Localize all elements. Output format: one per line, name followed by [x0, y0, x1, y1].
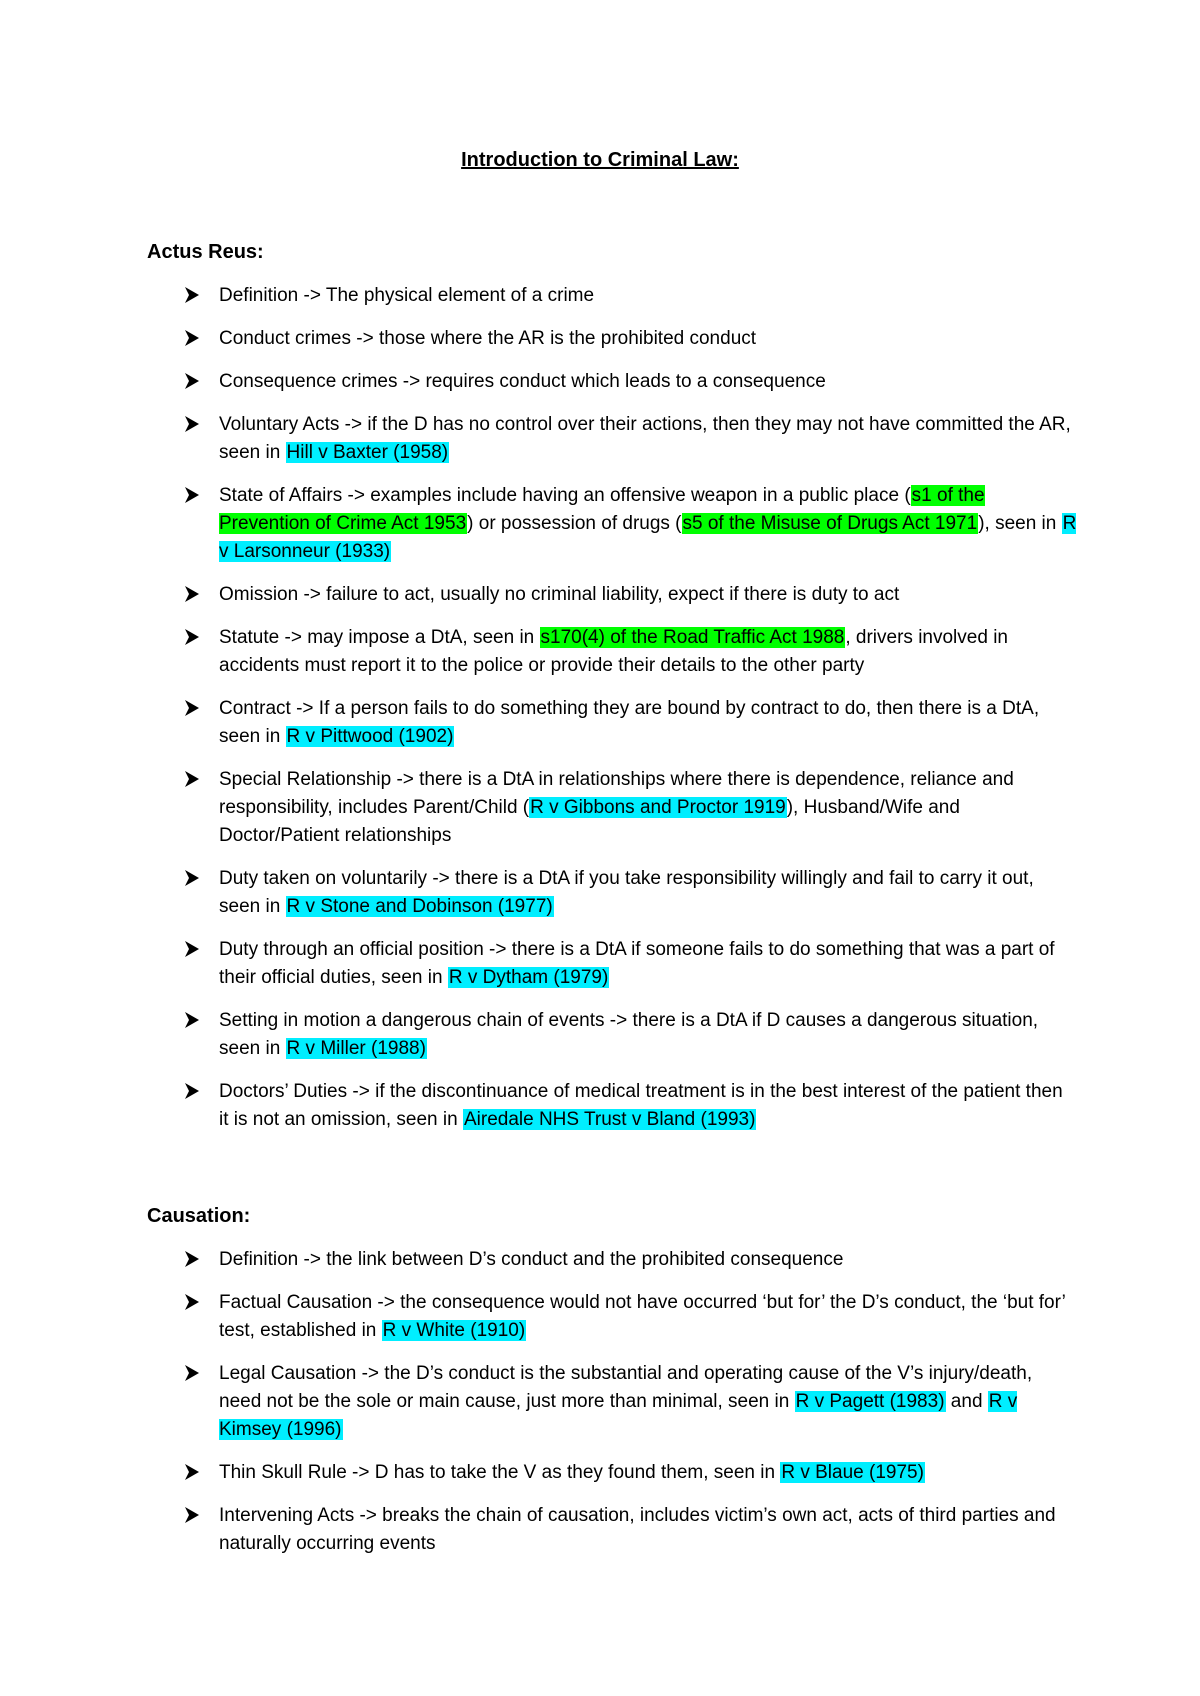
bullet-item — [147, 936, 1077, 992]
bullet-text: Duty taken on voluntarily -> there is a DtA if you take responsibility willingly and fail to carry it out, seen in — [219, 868, 1034, 917]
bullet-text: Intervening Acts -> breaks the chain of causation, includes victim’s own act, acts of third parties and naturally occurring events — [219, 1505, 1056, 1554]
section-heading-actus-reus: Actus Reus: — [147, 241, 264, 263]
arrowhead-bullet-icon — [184, 939, 200, 959]
bullet-text: Omission -> failure to act, usually no criminal liability, expect if there is duty to act — [219, 584, 900, 605]
case-citation: R v Gibbons and Proctor 1919 — [530, 797, 786, 818]
arrowhead-bullet-icon — [184, 698, 200, 718]
bullet-text: Consequence crimes -> requires conduct which leads to a consequence — [219, 371, 826, 392]
bullet-text: Legal Causation -> the D’s conduct is the substantial and operating cause of the V’s injury/death, need not be the sole or main cause, just more than minimal, seen in — [219, 1363, 1033, 1412]
bullet-item — [147, 282, 1077, 310]
case-citation: R v Pittwood (1902) — [286, 726, 454, 747]
arrowhead-bullet-icon — [184, 1249, 200, 1269]
bullet-item — [147, 581, 1077, 609]
bullet-text: Voluntary Acts -> if the D has no control over their actions, then they may not have committed the AR, seen in — [219, 414, 1071, 463]
bullet-text: and — [945, 1391, 988, 1412]
arrowhead-bullet-icon — [184, 485, 200, 505]
bullet-text: Doctors’ Duties -> if the discontinuance of medical treatment is in the best interest of the patient then it is not an omission, seen in — [219, 1081, 1063, 1130]
bullet-text: Special Relationship -> there is a DtA in relationships where there is dependence, reliance and responsibility, includes Parent/Child ( — [219, 769, 1014, 818]
page-title: Introduction to Criminal Law: — [461, 149, 739, 171]
causation-bullet-list — [147, 1246, 1077, 1573]
bullet-item — [147, 695, 1077, 751]
bullet-text: ), Husband/Wife and Doctor/Patient relationships — [219, 797, 960, 846]
bullet-text: Conduct crimes -> those where the AR is the prohibited conduct — [219, 328, 757, 349]
case-citation: R v White (1910) — [382, 1320, 526, 1341]
arrowhead-bullet-icon — [184, 328, 200, 348]
bullet-item — [147, 411, 1077, 467]
arrowhead-bullet-icon — [184, 1010, 200, 1030]
case-citation: R v Miller (1988) — [286, 1038, 426, 1059]
bullet-item — [147, 1289, 1077, 1345]
arrowhead-bullet-icon — [184, 414, 200, 434]
case-citation: R v Blaue (1975) — [781, 1462, 924, 1483]
bullet-text: ) or possession of drugs ( — [467, 513, 682, 534]
case-citation: R v Pagett (1983) — [795, 1391, 945, 1412]
bullet-text: Factual Causation -> the consequence would not have occurred ‘but for’ the D’s conduct, the ‘but for’ test, established in — [219, 1292, 1066, 1341]
bullet-item — [147, 1502, 1077, 1558]
bullet-item — [147, 1007, 1077, 1063]
bullet-item — [147, 624, 1077, 680]
arrowhead-bullet-icon — [184, 1081, 200, 1101]
bullet-item — [147, 766, 1077, 850]
bullet-item — [147, 1246, 1077, 1274]
bullet-item — [147, 1078, 1077, 1134]
section-heading-causation: Causation: — [147, 1205, 251, 1227]
bullet-text: State of Affairs -> examples include having an offensive weapon in a public place ( — [219, 485, 911, 506]
bullet-text: Definition -> The physical element of a crime — [219, 285, 595, 306]
bullet-item — [147, 1360, 1077, 1444]
case-citation: R v Larsonneur (1933) — [219, 513, 1077, 562]
arrowhead-bullet-icon — [184, 1292, 200, 1312]
bullet-text: Duty through an official position -> there is a DtA if someone fails to do something that was a part of their official duties, seen in — [219, 939, 1055, 988]
bullet-item — [147, 482, 1077, 566]
case-citation: Airedale NHS Trust v Bland (1993) — [463, 1109, 756, 1130]
statute-citation: s5 of the Misuse of Drugs Act 1971 — [682, 513, 978, 534]
case-citation: R v Stone and Dobinson (1977) — [286, 896, 553, 917]
bullet-text: ), seen in — [978, 513, 1062, 534]
arrowhead-bullet-icon — [184, 1363, 200, 1383]
arrowhead-bullet-icon — [184, 868, 200, 888]
arrowhead-bullet-icon — [184, 769, 200, 789]
bullet-text: Setting in motion a dangerous chain of events -> there is a DtA if D causes a dangerous situation, seen in — [219, 1010, 1039, 1059]
bullet-item — [147, 865, 1077, 921]
bullet-text: Statute -> may impose a DtA, seen in — [219, 627, 540, 648]
bullet-text: Thin Skull Rule -> D has to take the V as they found them, seen in — [219, 1462, 781, 1483]
case-citation: R v Dytham (1979) — [448, 967, 609, 988]
arrowhead-bullet-icon — [184, 1505, 200, 1525]
statute-citation: s1 of the Prevention of Crime Act 1953 — [219, 485, 985, 534]
arrowhead-bullet-icon — [184, 627, 200, 647]
arrowhead-bullet-icon — [184, 584, 200, 604]
bullet-item — [147, 1459, 1077, 1487]
statute-citation: s170(4) of the Road Traffic Act 1988 — [540, 627, 845, 648]
bullet-item — [147, 368, 1077, 396]
actus-reus-bullet-list — [147, 282, 1077, 1149]
arrowhead-bullet-icon — [184, 371, 200, 391]
arrowhead-bullet-icon — [184, 285, 200, 305]
case-citation: R v Kimsey (1996) — [219, 1391, 1018, 1440]
bullet-text: Contract -> If a person fails to do something they are bound by contract to do, then there is a DtA, seen in — [219, 698, 1040, 747]
arrowhead-bullet-icon — [184, 1462, 200, 1482]
case-citation: Hill v Baxter (1958) — [286, 442, 449, 463]
bullet-text: Definition -> the link between D’s conduct and the prohibited consequence — [219, 1249, 844, 1270]
bullet-text: , drivers involved in accidents must report it to the police or provide their details to the other party — [219, 627, 1008, 676]
bullet-item — [147, 325, 1077, 353]
